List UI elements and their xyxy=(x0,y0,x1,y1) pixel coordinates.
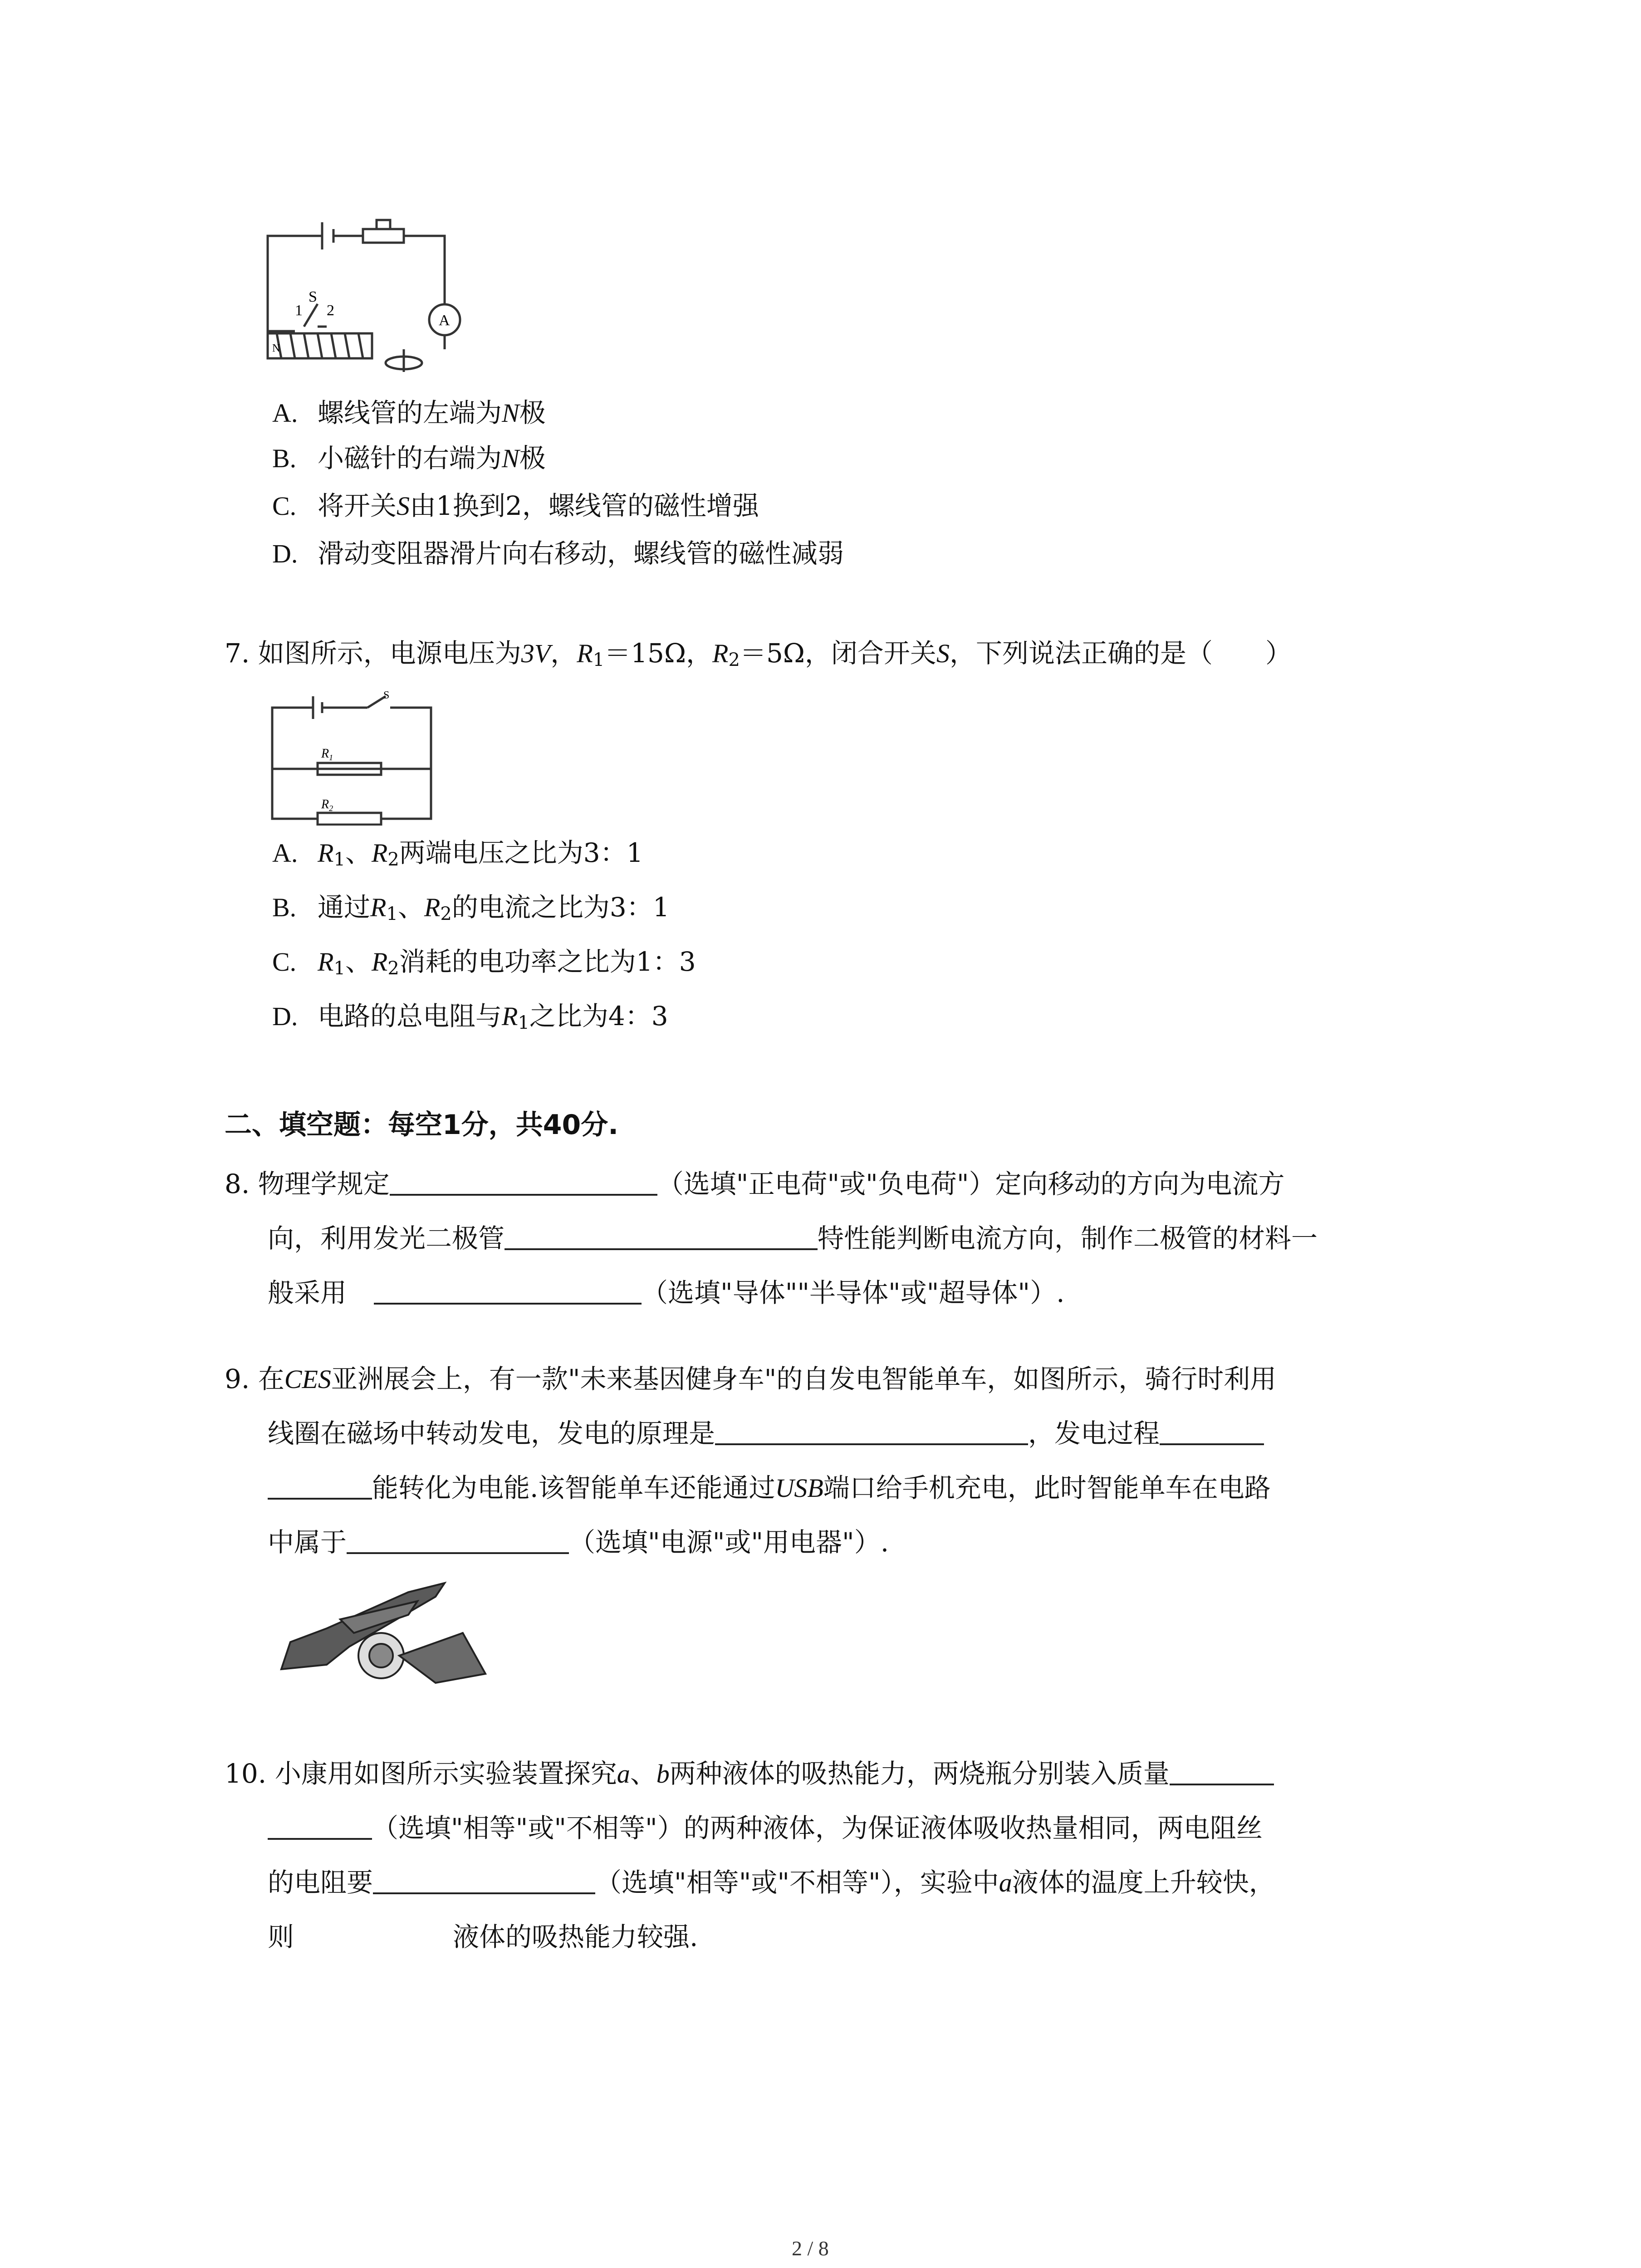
q8-blank-2[interactable] xyxy=(505,1221,818,1250)
q9-blank-1[interactable] xyxy=(715,1416,1028,1445)
q7-stem: 7. 如图所示，电源电压为3V，$R_1=15\Omega$，$R_2=5\Omega$，闭合开关S，下列说法正确的是（ ） xyxy=(225,638,1292,670)
q10-line-3: 的电阻要 （选填"相等"或"不相等"），实验中a液体的温度上升较快， xyxy=(268,1864,1275,1901)
q6-fig-label-1: 1 xyxy=(295,302,303,319)
q8-line-2: 向，利用发光二极管 特性能判断电流方向，制作二极管的材料一 xyxy=(268,1220,1318,1256)
q8-blank-1[interactable] xyxy=(390,1167,657,1196)
q6-fig-label-ammeter: A xyxy=(439,312,450,329)
q9-blank-2a[interactable] xyxy=(1160,1416,1264,1445)
q9-blank-2b[interactable] xyxy=(268,1471,372,1500)
q8-line-3: 般采用 （选填"导体""半导体"或"超导体"）. xyxy=(268,1275,1065,1311)
section-title: 二、填空题：每空1分，共40分. xyxy=(225,1109,619,1141)
q7-option-c: C. $R_1$、$R_2$消耗的电功率之比为1：3 xyxy=(272,946,696,979)
q10-blank-2[interactable] xyxy=(373,1865,595,1894)
q7-fig-label-r1: $R_1$ xyxy=(321,747,333,762)
q9-line-1: 9. 在CES亚洲展会上，有一款"未来基因健身车"的自发电智能单车，如图所示，骑行时利用 xyxy=(225,1364,1277,1394)
q9-line-4: 中属于 （选填"电源"或"用电器"）. xyxy=(268,1524,889,1560)
q8-line-1: 8. 物理学规定 （选填"正电荷"或"负电荷"）定向移动的方向为电流方 xyxy=(225,1166,1285,1202)
q10-blank-1a[interactable] xyxy=(1170,1756,1274,1785)
q9-line-2: 线圈在磁场中转动发电，发电的原理是 ，发电过程 xyxy=(268,1415,1264,1452)
q10-line-1: 10. 小康用如图所示实验装置探究a、b两种液体的吸热能力，两烧瓶分别装入质量 xyxy=(225,1755,1274,1792)
q6-option-b: B. 小磁针的右端为N极 xyxy=(272,443,546,474)
q9-blank-3[interactable] xyxy=(347,1525,569,1554)
q6-option-d: D. 滑动变阻器滑片向右移动，螺线管的磁性减弱 xyxy=(272,538,844,569)
q6-option-c: C. 将开关S由1换到2，螺线管的磁性增强 xyxy=(272,490,759,521)
q6-circuit-figure xyxy=(254,213,508,381)
q9-bike-figure xyxy=(272,1574,499,1692)
q7-option-a: A. $R_1$、$R_2$两端电压之比为3：1 xyxy=(272,837,643,870)
q7-circuit-figure xyxy=(268,689,440,826)
page-number: 2 / 8 xyxy=(792,2237,829,2260)
q6-fig-label-n: N xyxy=(272,342,280,354)
q6-fig-label-s: S xyxy=(309,288,317,305)
q7-fig-label-r2: $R_2$ xyxy=(321,797,333,813)
q10-line-2: （选填"相等"或"不相等"）的两种液体，为保证液体吸收热量相同，两电阻丝 xyxy=(268,1810,1263,1846)
q10-line-4: 则 液体的吸热能力较强. xyxy=(268,1921,698,1952)
q7-option-b: B. 通过$R_1$、$R_2$的电流之比为3：1 xyxy=(272,892,670,924)
q10-blank-1b[interactable] xyxy=(268,1811,372,1840)
q7-fig-label-s: S xyxy=(383,689,390,701)
q9-line-3: 能转化为电能.该智能单车还能通过USB端口给手机充电，此时智能单车在电路 xyxy=(268,1470,1271,1506)
q6-option-a: A. 螺线管的左端为N极 xyxy=(272,397,546,428)
q6-fig-label-2: 2 xyxy=(327,302,334,319)
q8-blank-3[interactable] xyxy=(374,1276,642,1305)
q7-option-d: D. 电路的总电阻与$R_1$之比为4：3 xyxy=(272,1001,668,1033)
